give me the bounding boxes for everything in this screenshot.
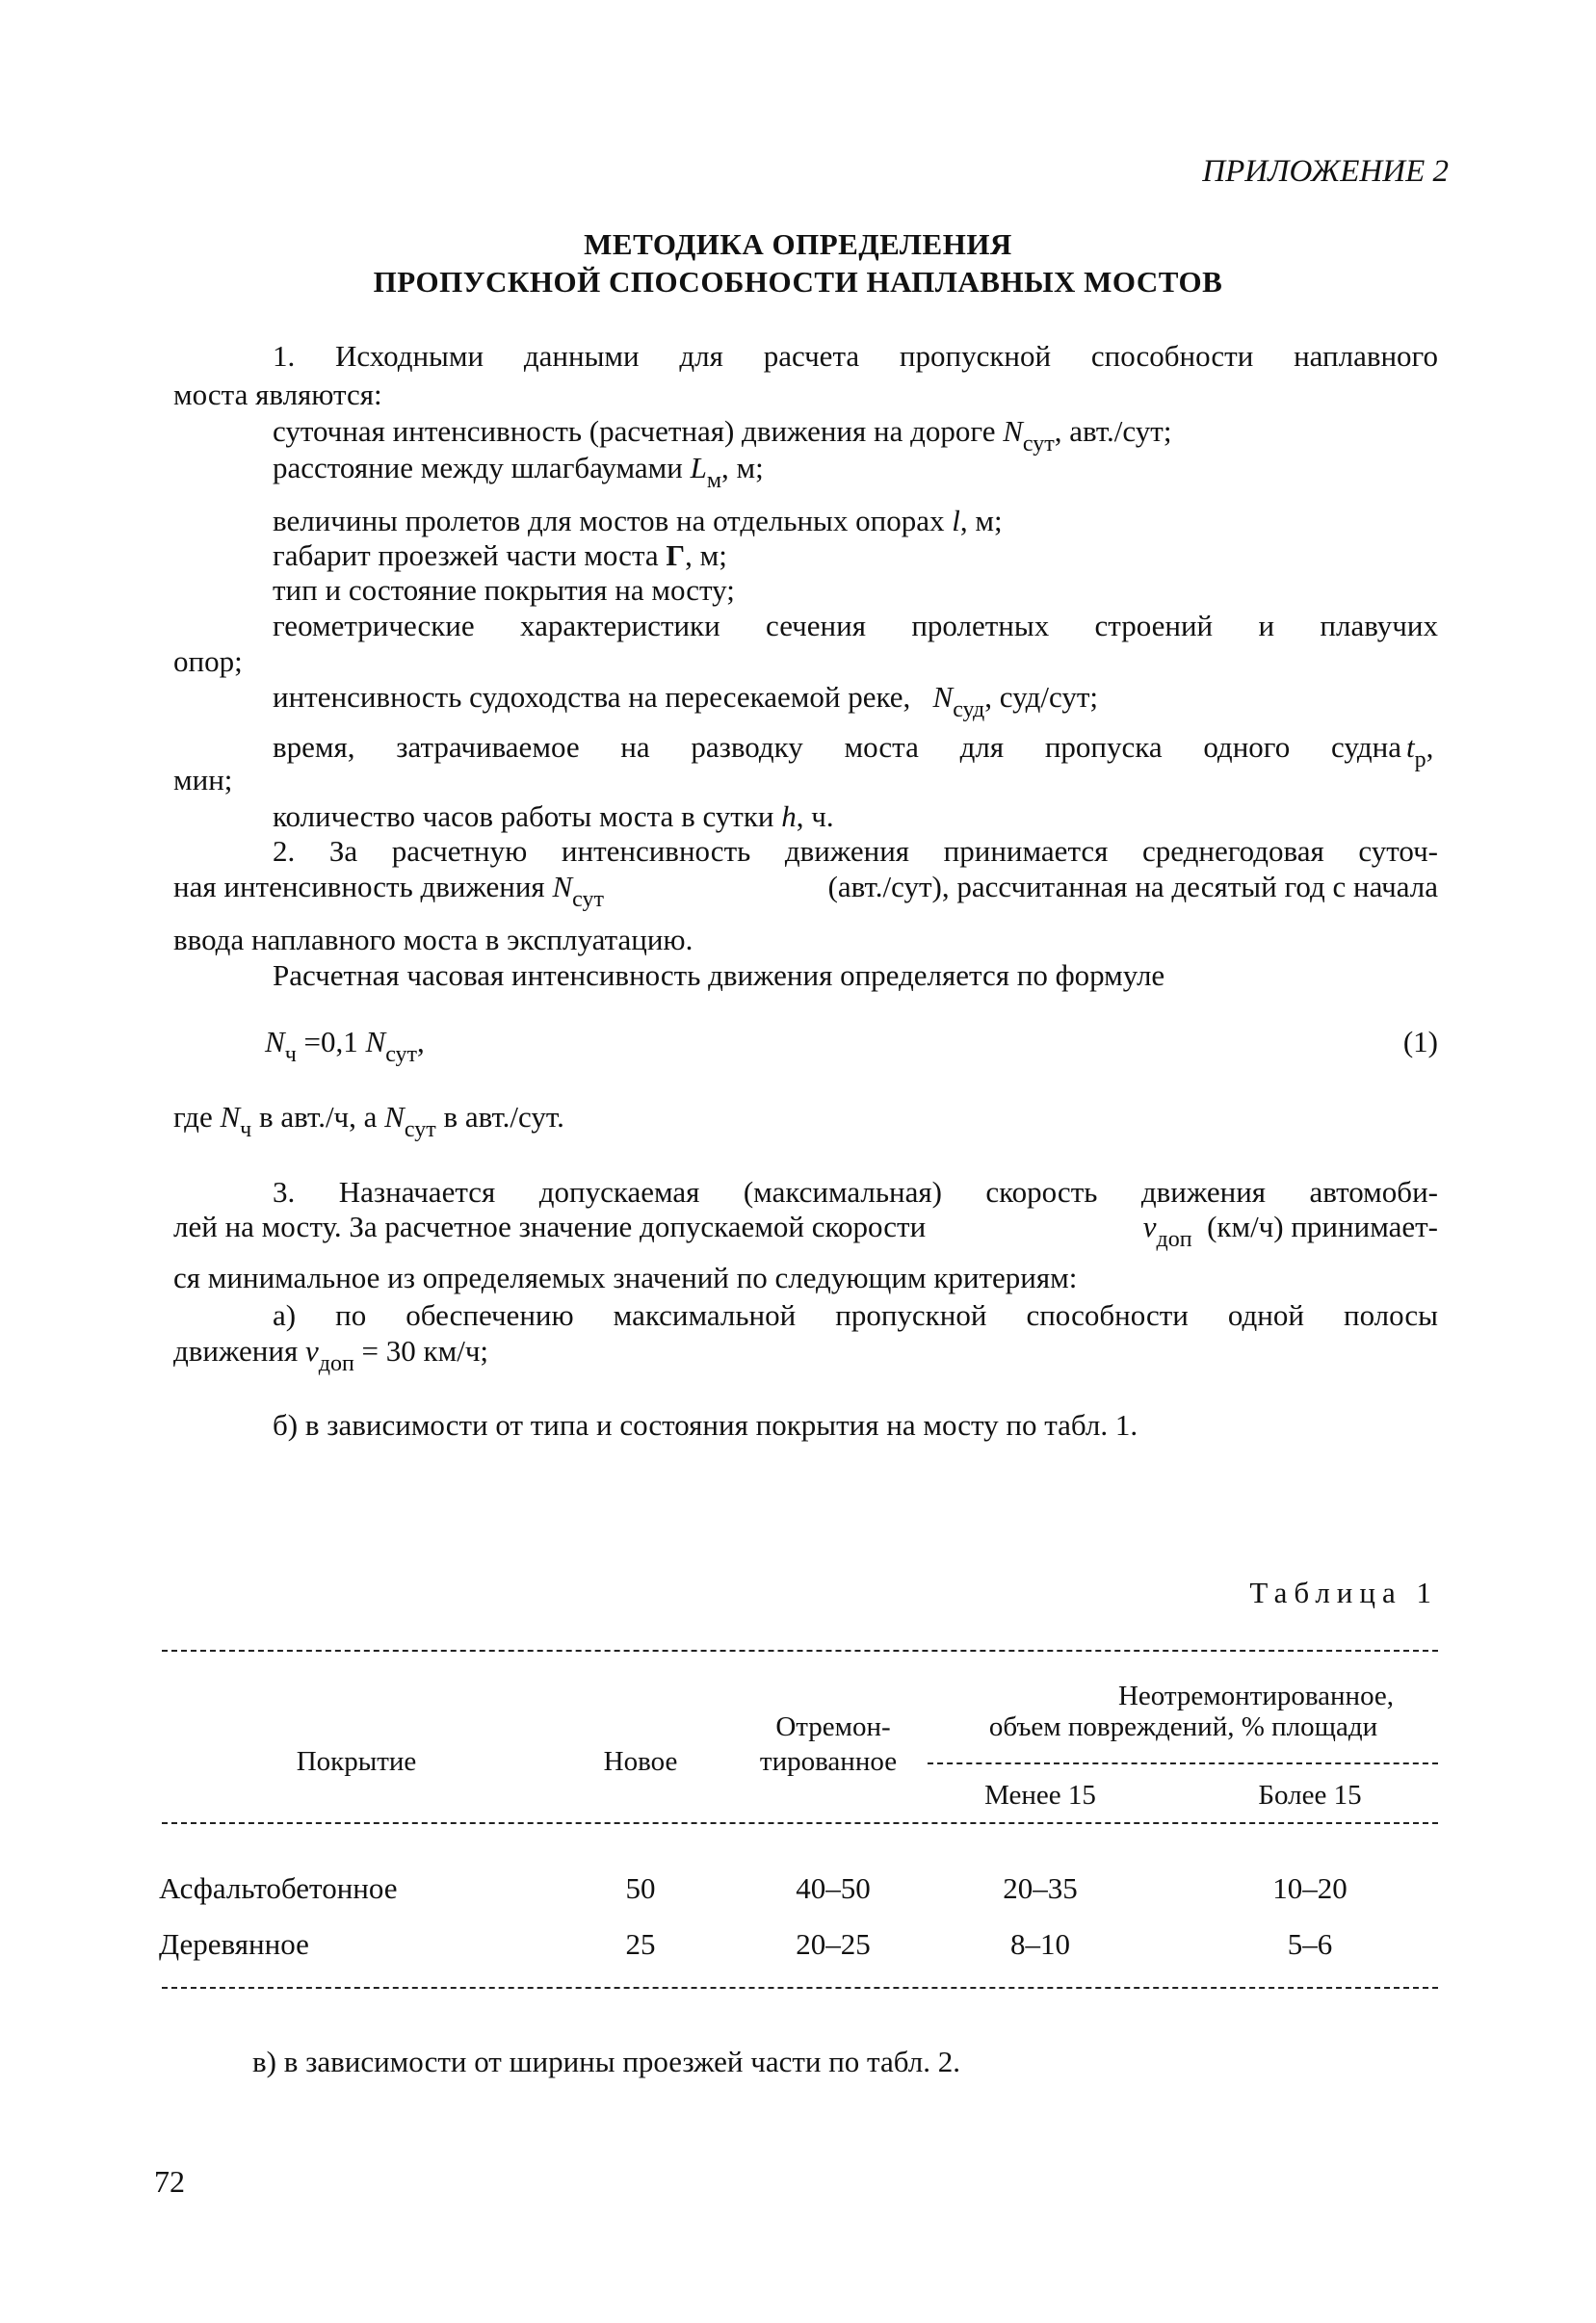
p3-criterion-b: б) в зависимости от типа и состояния покрытия на мосту по табл. 1.	[273, 1408, 1138, 1442]
p1-item-time-line-2: мин;	[173, 763, 233, 796]
page-number: 72	[154, 2164, 185, 2199]
cell-repaired: 40–50	[796, 1871, 871, 1905]
cell-new: 50	[625, 1871, 656, 1905]
p1-item-geometry-line-1: геометрические характеристики сечения пролетных строений и плавучих	[273, 609, 1438, 642]
criterion-c: в) в зависимости от ширины проезжей части по табл. 2.	[252, 2045, 960, 2078]
th-unrepaired-line-2: объем повреждений, % площади	[988, 1711, 1378, 1742]
title-line-2: ПРОПУСКНОЙ СПОСОБНОСТИ НАПЛАВНЫХ МОСТОВ	[373, 265, 1223, 299]
cell-more-15: 10–20	[1272, 1871, 1347, 1905]
p1-line-1: 1. Исходными данными для расчета пропускной способности наплавного	[273, 339, 1438, 373]
cell-repaired: 20–25	[796, 1927, 871, 1961]
table-rule-sub	[928, 1762, 1438, 1764]
table-rule-top	[162, 1650, 1438, 1652]
th-unrepaired-line-1: Неотремонтированное,	[1117, 1681, 1395, 1711]
p1-item-shipping: интенсивность судоходства на пересекаемой реке, $N_{суд}$, суд/сут;	[273, 680, 1099, 722]
formula-explanation: где $N_ч$ в авт./ч, а $N_{сут}$ в авт./сут.	[173, 1100, 564, 1142]
p1-item-spans: величины пролетов для мостов на отдельных опорах l, м;	[273, 504, 1003, 537]
th-repaired-line-1: Отремон-	[775, 1711, 891, 1742]
cell-new: 25	[625, 1927, 656, 1961]
p2-line-4: Расчетная часовая интенсивность движения определяется по формуле	[273, 958, 1165, 992]
p1-item-geometry-line-2: опор;	[173, 644, 243, 678]
table-rule-bottom	[162, 1987, 1438, 1989]
p2-line-3: ввода наплавного моста в эксплуатацию.	[173, 923, 693, 956]
p1-item-barriers: расстояние между шлагбаумами $L_м$, м;	[273, 451, 764, 493]
cell-coating: Асфальтобетонное	[159, 1871, 398, 1905]
p1-line-2: моста являются:	[173, 378, 382, 411]
th-new: Новое	[603, 1746, 678, 1777]
table-caption: Таблица 1	[1249, 1576, 1438, 1609]
th-less-15: Менее 15	[984, 1780, 1096, 1811]
th-repaired-line-2: тированное	[759, 1746, 898, 1777]
cell-less-15: 20–35	[1003, 1871, 1078, 1905]
p1-item-hours: количество часов работы моста в сутки h, ч.	[273, 799, 834, 833]
cell-less-15: 8–10	[1010, 1927, 1070, 1961]
appendix-label: ПРИЛОЖЕНИЕ 2	[1202, 154, 1449, 189]
p1-item-time-line-1: время, затрачиваемое на разводку моста для пропуска одного судна	[273, 730, 1401, 764]
p3-criterion-a-line-2: движения $v_{доп} = 30$ км/ч;	[173, 1334, 489, 1376]
p2-line-1: 2. За расчетную интенсивность движения принимается среднегодовая суточ-	[273, 834, 1438, 868]
p3-criterion-a-line-1: а) по обеспечению максимальной пропускной способности одной полосы	[273, 1298, 1438, 1332]
p3-line-3: ся минимальное из определяемых значений по следующим критериям:	[173, 1261, 1078, 1294]
p1-item-time-var: $t_р$,	[1406, 730, 1434, 772]
p3-line-2: лей на мосту. За расчетное значение допускаемой скорости $v_{доп}$ (км/ч) принимает-	[173, 1210, 1438, 1252]
th-more-15: Более 15	[1258, 1780, 1362, 1811]
p1-item-clearance: габарит проезжей части моста Г, м;	[273, 538, 727, 572]
p1-item-coating: тип и состояние покрытия на мосту;	[273, 573, 735, 607]
th-coating: Покрытие	[296, 1746, 417, 1777]
formula-1: $N_ч =0,1$ $N_{сут}$,	[265, 1025, 425, 1067]
cell-coating: Деревянное	[159, 1927, 309, 1961]
formula-number: (1)	[1402, 1025, 1438, 1058]
p1-item-traffic: суточная интенсивность (расчетная) движения на дороге $N_{сут}$, авт./сут;	[273, 414, 1172, 457]
p2-line-2: ная интенсивность движения $N_{сут}$ (авт./сут), рассчитанная на десятый год с начала	[173, 870, 1438, 912]
p3-line-1: 3. Назначается допускаемая (максимальная) скорость движения автомоби-	[273, 1175, 1438, 1209]
cell-more-15: 5–6	[1287, 1927, 1333, 1961]
title-line-1: МЕТОДИКА ОПРЕДЕЛЕНИЯ	[584, 227, 1012, 261]
table-rule-header	[162, 1822, 1438, 1824]
